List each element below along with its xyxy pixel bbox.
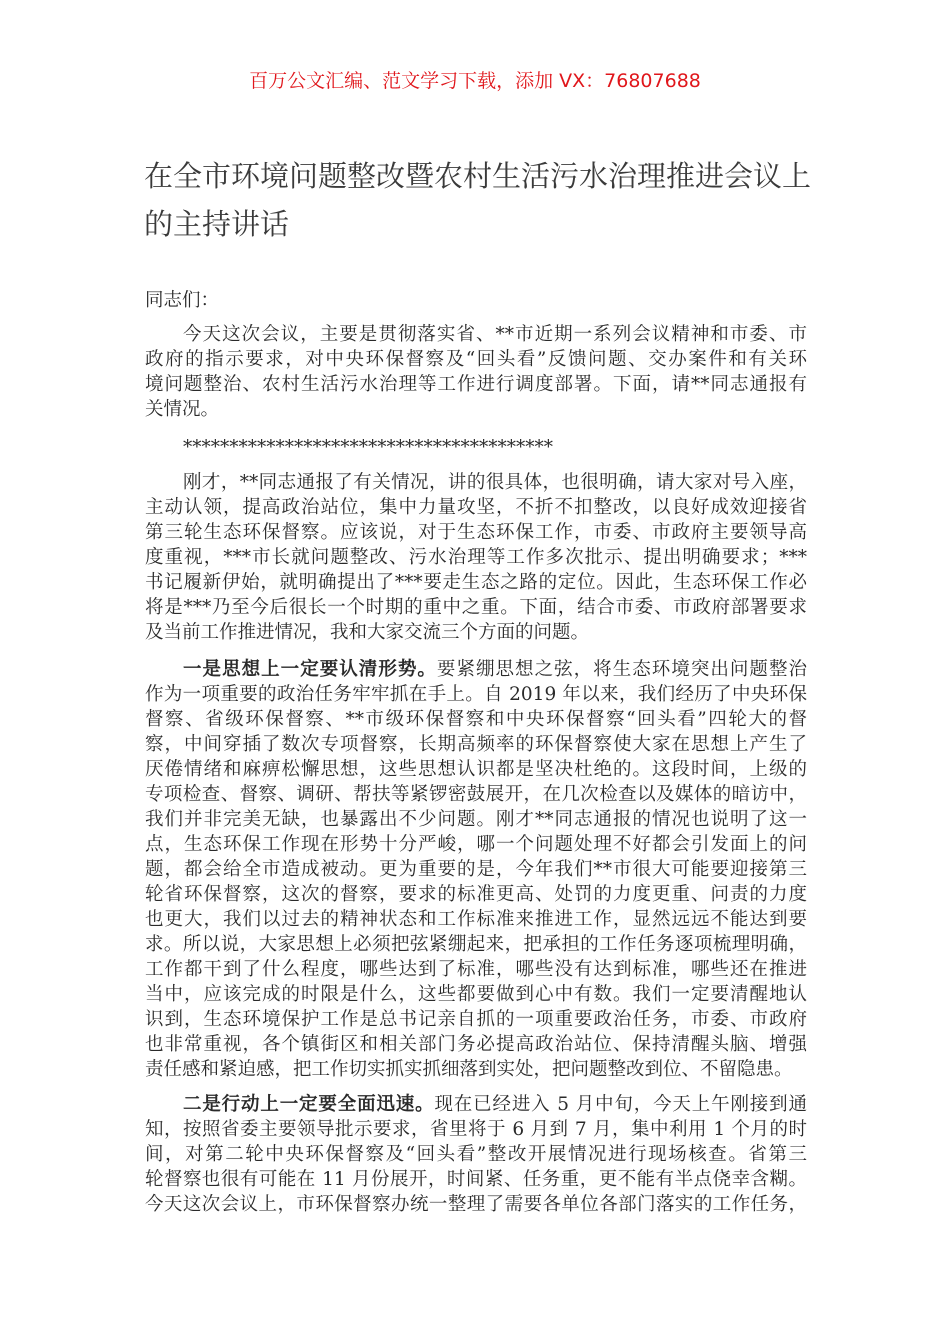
line-text: 书记履新伊始，就明确提出了***要走生态之路的定位。因此，生态环保工作必 xyxy=(145,572,807,593)
line-text: 点，生态环保工作现在形势十分严峻，哪一个问题处理不好都会引发面上的问 xyxy=(145,834,807,855)
line-text: 将是***乃至今后很长一个时期的重中之重。下面，结合市委、市政府部署要求 xyxy=(145,597,807,618)
text-line xyxy=(145,857,807,882)
text-line xyxy=(145,347,807,372)
line-text: 间，对第二轮中央环保督察及“回头看”整改开展情况进行现场核查。省第三 xyxy=(145,1144,807,1165)
text-line xyxy=(145,982,807,1007)
text-line xyxy=(145,1117,807,1142)
line-text: 知，按照省委主要领导批示要求，省里将于 6 月到 7 月，集中利用 1 个月的时 xyxy=(145,1119,807,1140)
text-line xyxy=(145,545,807,570)
line-text: 要紧绷思想之弦，将生态环境突出问题整治 xyxy=(436,659,807,680)
text-line xyxy=(145,1032,807,1057)
line-text: 察，中间穿插了数次专项督察，长期高频率的环保督察使大家在思想上产生了 xyxy=(145,734,807,755)
paragraph-point-one xyxy=(145,657,807,1082)
paragraph-summary xyxy=(145,470,807,645)
line-text: 作为一项重要的政治任务牢牢抓在手上。自 2019 年以来，我们经历了中央环保 xyxy=(145,684,807,705)
paragraph-separator xyxy=(145,435,807,460)
text-line xyxy=(145,1092,807,1117)
line-text: **************************************** xyxy=(183,437,553,458)
line-text: 政府的指示要求，对中央环保督察及“回头看”反馈问题、交办案件和有关环 xyxy=(145,349,807,370)
line-text: 专项检查、督察、调研、帮扶等紧锣密鼓展开，在几次检查以及媒体的暗访中， xyxy=(145,784,807,805)
line-text: 题，都会给全市造成被动。更为重要的是，今年我们**市很大可能要迎接第三 xyxy=(145,859,807,880)
watermark-banner: 百万公文汇编、范文学习下载，添加 VX：76807688 xyxy=(249,70,701,92)
line-text: 境问题整治、农村生活污水治理等工作进行调度部署。下面，请**同志通报有 xyxy=(145,374,807,395)
text-line xyxy=(145,1007,807,1032)
text-line xyxy=(145,732,807,757)
document-title xyxy=(144,152,814,248)
text-line xyxy=(145,707,807,732)
text-line xyxy=(145,372,807,397)
line-text: 厌倦情绪和麻痹松懈思想，这些思想认识都是坚决杜绝的。这段时间，上级的 xyxy=(145,759,807,780)
line-text: 我们并非完美无缺，也暴露出不少问题。刚才**同志通报的情况也说明了这一 xyxy=(145,809,807,830)
greeting: 同志们： xyxy=(145,290,220,311)
line-text: 关情况。 xyxy=(145,399,220,420)
paragraph-lead-heading: 二是行动上一定要全面迅速。 xyxy=(183,1094,435,1115)
text-line xyxy=(145,757,807,782)
line-text: 今天这次会议，主要是贯彻落实省、**市近期一系列会议精神和市委、市 xyxy=(183,324,807,345)
text-line xyxy=(145,397,807,422)
text-line xyxy=(145,620,807,645)
line-text: 度重视，***市长就问题整改、污水治理等工作多次批示、提出明确要求；*** xyxy=(145,547,807,568)
text-line xyxy=(145,907,807,932)
text-line xyxy=(145,470,807,495)
paragraph-point-two xyxy=(145,1092,807,1217)
line-text: 轮督察也很有可能在 11 月份展开，时间紧、任务重，更不能有半点侥幸含糊。 xyxy=(145,1169,807,1190)
text-line xyxy=(145,1057,807,1082)
title-line: 的主持讲话 xyxy=(144,207,290,241)
text-line xyxy=(145,595,807,620)
text-line xyxy=(145,957,807,982)
line-text: 责任感和紧迫感，把工作切实抓实抓细落到实处，把问题整改到位、不留隐患。 xyxy=(145,1059,793,1080)
title-line: 在全市环境问题整改暨农村生活污水治理推进会议上 xyxy=(144,159,812,193)
text-line xyxy=(145,782,807,807)
text-line xyxy=(145,570,807,595)
paragraph-intro xyxy=(145,322,807,422)
text-line xyxy=(145,657,807,682)
line-text: 主动认领，提高政治站位，集中力量攻坚，不折不扣整改，以良好成效迎接省 xyxy=(145,497,807,518)
line-text: 工作都干到了什么程度，哪些达到了标准，哪些没有达到标准，哪些还在推进 xyxy=(145,959,807,980)
line-text: 刚才，**同志通报了有关情况，讲的很具体，也很明确，请大家对号入座， xyxy=(183,472,807,493)
text-line xyxy=(145,1167,807,1192)
line-text: 轮省环保督察，这次的督察，要求的标准更高、处罚的力度更重、问责的力度 xyxy=(145,884,807,905)
line-text: 督察、省级环保督察、**市级环保督察和中央环保督察“回头看”四轮大的督 xyxy=(145,709,807,730)
line-text: 今天这次会议上，市环保督察办统一整理了需要各单位各部门落实的工作任务， xyxy=(145,1194,807,1215)
line-text: 现在已经进入 5 月中旬，今天上午刚接到通 xyxy=(434,1094,807,1115)
text-line xyxy=(145,807,807,832)
paragraph-lead-heading: 一是思想上一定要认清形势。 xyxy=(183,659,437,680)
line-text: 也非常重视，各个镇街区和相关部门务必提高政治站位、保持清醒头脑、增强 xyxy=(145,1034,807,1055)
text-line xyxy=(145,322,807,347)
line-text: 当中，应该完成的时限是什么，这些都要做到心中有数。我们一定要清醒地认 xyxy=(145,984,807,1005)
text-line xyxy=(145,832,807,857)
text-line xyxy=(145,682,807,707)
line-text: 也更大，我们以过去的精神状态和工作标准来推进工作，显然远远不能达到要 xyxy=(145,909,807,930)
line-text: 第三轮生态环保督察。应该说，对于生态环保工作，市委、市政府主要领导高 xyxy=(145,522,807,543)
text-line xyxy=(145,520,807,545)
text-line xyxy=(145,1142,807,1167)
line-text: 识到，生态环境保护工作是总书记亲自抓的一项重要政治任务，市委、市政府 xyxy=(145,1009,807,1030)
text-line xyxy=(145,932,807,957)
text-line xyxy=(145,1192,807,1217)
line-text: 求。所以说，大家思想上必须把弦紧绷起来，把承担的工作任务逐项梳理明确， xyxy=(145,934,807,955)
line-text: 及当前工作推进情况，我和大家交流三个方面的问题。 xyxy=(145,622,590,643)
text-line xyxy=(145,435,807,460)
text-line xyxy=(145,882,807,907)
text-line xyxy=(145,495,807,520)
